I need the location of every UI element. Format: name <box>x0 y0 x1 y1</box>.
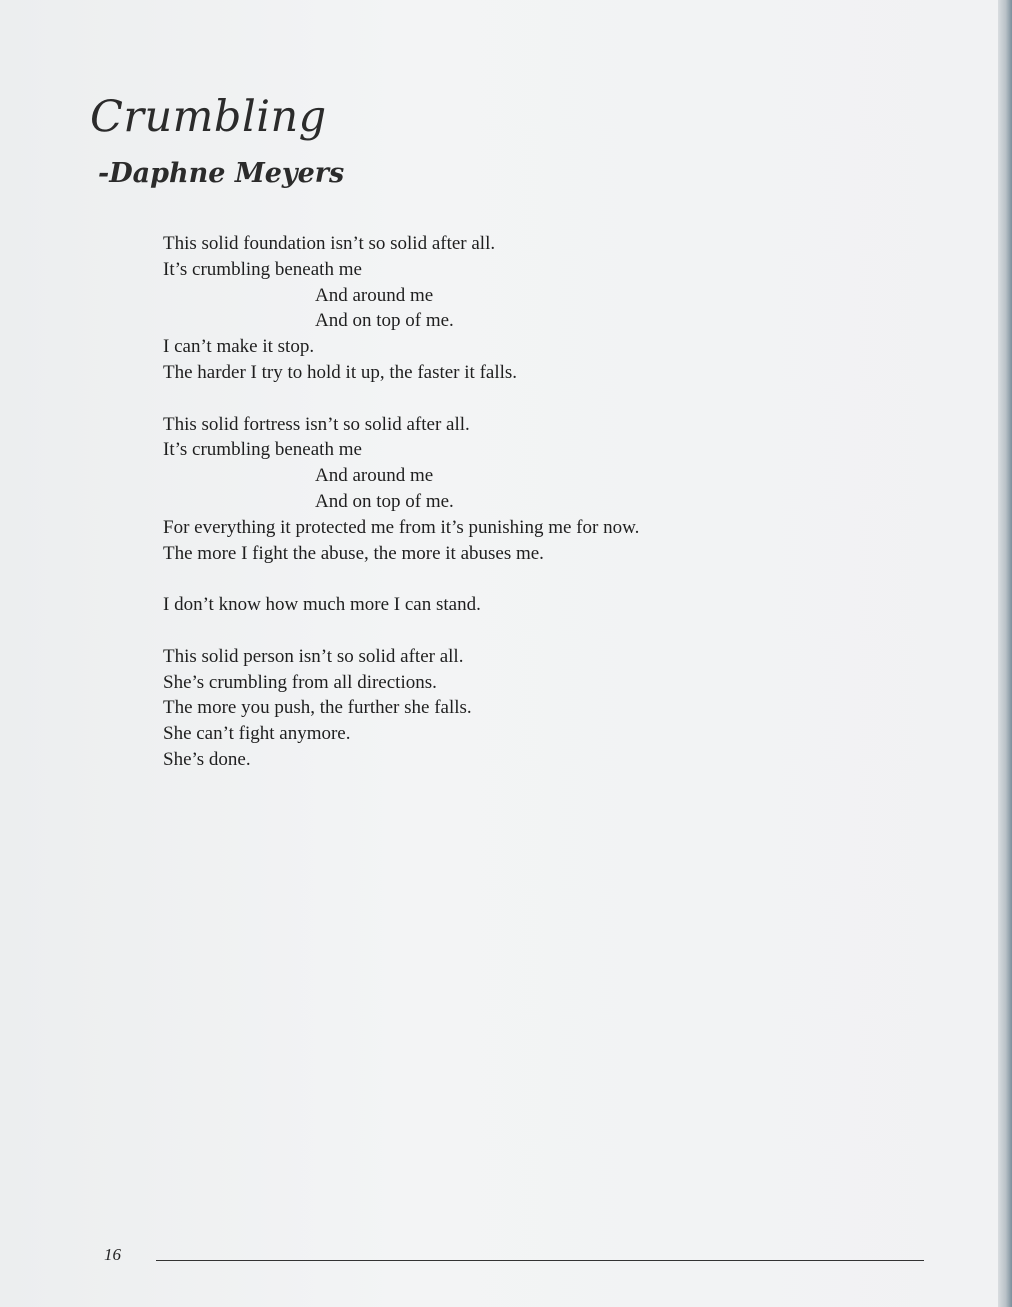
poem-line: She’s done. <box>163 748 251 770</box>
poem-line: This solid person isn’t so solid after all. <box>163 645 464 667</box>
poem-line: The more I fight the abuse, the more it abuses me. <box>163 542 544 564</box>
poem-line: She can’t fight anymore. <box>163 723 351 745</box>
poem-line: And on top of me. <box>315 490 454 512</box>
stanza-3 <box>163 592 963 618</box>
stanza-gap <box>163 566 963 592</box>
page-number: 16 <box>104 1245 121 1264</box>
page-edge <box>998 0 1012 1307</box>
poem-title: Crumbling <box>90 92 327 142</box>
poem-line: It’s crumbling beneath me <box>163 439 362 461</box>
poem-line: I can’t make it stop. <box>163 336 315 358</box>
poem-line: For everything it protected me from it’s punishing me for now. <box>163 516 640 538</box>
poem-line: And around me <box>315 465 434 487</box>
stanza-gap <box>163 618 963 644</box>
stanza-gap <box>163 386 963 412</box>
poem-line: The harder I try to hold it up, the faster it falls. <box>163 361 518 383</box>
poem-line: It’s crumbling beneath me <box>163 258 362 280</box>
poem-line: This solid fortress isn’t so solid after all. <box>163 413 470 435</box>
poem-line: I don’t know how much more I can stand. <box>163 594 481 616</box>
stanza-4 <box>163 644 963 773</box>
poem-line: And around me <box>315 284 434 306</box>
poem-line: She’s crumbling from all directions. <box>163 671 437 693</box>
poem-author: -Daphne Meyers <box>98 158 345 189</box>
poem-body <box>163 231 963 773</box>
footer-rule <box>156 1260 924 1261</box>
poem-line: And on top of me. <box>315 310 454 332</box>
stanza-2 <box>163 412 963 567</box>
poem-line: This solid foundation isn’t so solid after all. <box>163 233 496 254</box>
stanza-1 <box>163 231 963 386</box>
poem-line: The more you push, the further she falls. <box>163 697 472 719</box>
